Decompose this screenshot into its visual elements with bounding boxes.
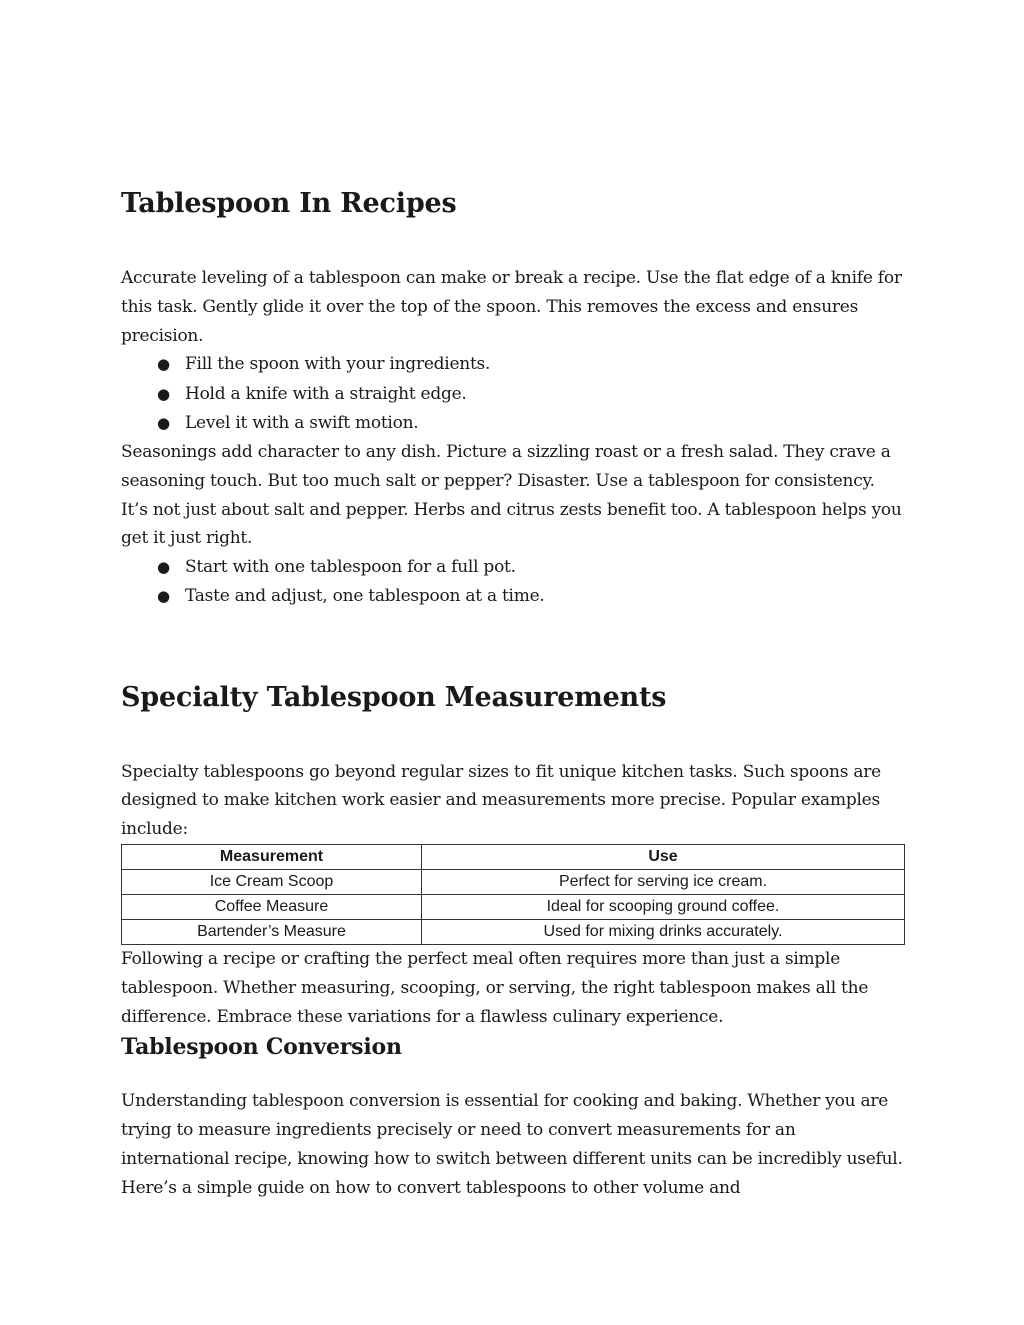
bullet-list-leveling (121, 350, 905, 438)
heading-tablespoon-in-recipes: Tablespoon In Recipes (121, 188, 457, 219)
paragraph-conversion: Understanding tablespoon conversion is essential for cooking and baking. Whether you are trying to measure ingredients precisely or need to convert measurements for an international recipe, knowing how to switch between different units can be incredibly useful. Here’s a simple guide on how to convert tablespoons to other volume and (121, 1091, 903, 1198)
table-row (122, 919, 905, 944)
paragraph-specialty-outro: Following a recipe or crafting the perfect meal often requires more than just a simple tablespoon. Whether measuring, scooping, or serving, the right tablespoon makes all the difference. Embrace these variations for a flawless culinary experience. (121, 948, 869, 1027)
table-cell: Ideal for scooping ground coffee. (422, 894, 905, 919)
heading-specialty-measurements: Specialty Tablespoon Measurements (121, 681, 667, 713)
bullet-icon: ● (157, 558, 170, 577)
table-cell: Perfect for serving ice cream. (422, 869, 905, 894)
table-cell: Coffee Measure (122, 894, 422, 919)
list-item: ● Level it with a swift motion. (121, 409, 905, 438)
list-item: ● Fill the spoon with your ingredients. (121, 350, 905, 379)
bullet-icon: ● (157, 355, 170, 374)
list-item: ● Start with one tablespoon for a full pot. (121, 553, 905, 582)
specialty-measurements-table (121, 844, 905, 945)
table-row (122, 869, 905, 894)
document-page (121, 184, 905, 1203)
bullet-icon: ● (157, 587, 170, 606)
table-cell: Ice Cream Scoop (122, 869, 422, 894)
list-item: ● Hold a knife with a straight edge. (121, 380, 905, 409)
bullet-list-seasonings (121, 553, 905, 611)
table-row (122, 894, 905, 919)
table-cell: Bartender’s Measure (122, 919, 422, 944)
table-header-row (122, 844, 905, 869)
table-cell: Used for mixing drinks accurately. (422, 919, 905, 944)
paragraph-seasonings: Seasonings add character to any dish. Picture a sizzling roast or a fresh salad. They crave a seasoning touch. But too much salt or pepper? Disaster. Use a tablespoon for consistency. It’s not just about salt and pepper. Herbs and citrus zests benefit too. A tablespoon helps you get it just right. (121, 442, 902, 549)
column-header-measurement: Measurement (122, 844, 422, 869)
paragraph-leveling: Accurate leveling of a tablespoon can make or break a recipe. Use the flat edge of a knife for this task. Gently glide it over the top of the spoon. This removes the excess and ensures precision. (121, 268, 902, 346)
paragraph-specialty-intro: Specialty tablespoons go beyond regular sizes to fit unique kitchen tasks. Such spoons are designed to make kitchen work easier and measurements more precise. Popular examples include: (121, 761, 881, 840)
list-item: ● Taste and adjust, one tablespoon at a time. (121, 582, 905, 611)
column-header-use: Use (422, 844, 905, 869)
bullet-icon: ● (157, 384, 170, 403)
bullet-icon: ● (157, 413, 170, 432)
heading-tablespoon-conversion: Tablespoon Conversion (121, 1034, 402, 1061)
